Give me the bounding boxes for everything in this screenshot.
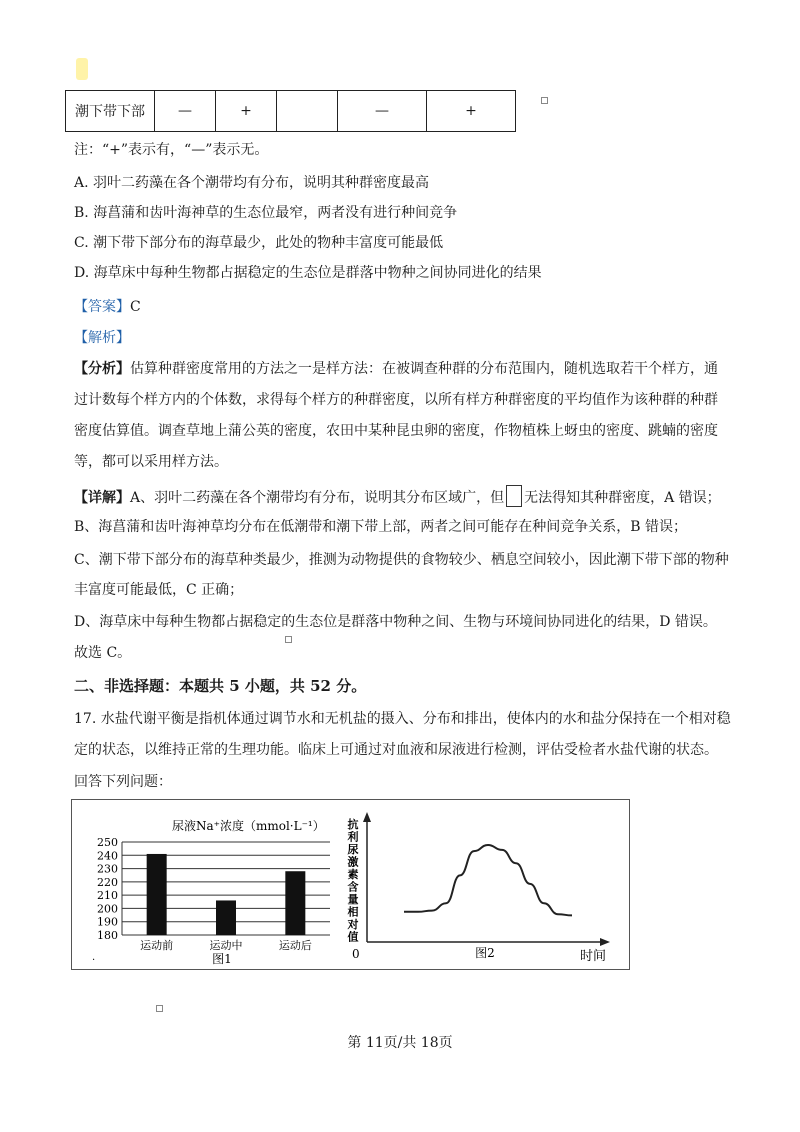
- answer-line: [74, 297, 141, 317]
- anchor-mark: [541, 97, 548, 104]
- chart1-ytick-label: 190: [97, 915, 118, 929]
- section-text: 分。: [331, 677, 367, 695]
- section-text: 小题，共: [239, 677, 311, 695]
- anchor-mark: [156, 1005, 163, 1012]
- detail-text: 无法得知其种群密度，A 错误；: [524, 490, 721, 506]
- detail-line-1: [74, 485, 721, 508]
- blank-box: [506, 485, 522, 507]
- table-note: 注：“+”表示有，“—”表示无。: [74, 142, 269, 158]
- chart1-xtick-label: 运动前: [140, 939, 174, 952]
- answer-value: C: [130, 299, 141, 315]
- table-cell: —: [155, 91, 216, 132]
- chart2-ylabel-char: 利: [347, 830, 359, 844]
- chart2-ylabel-char: 素: [347, 868, 359, 881]
- chart1-ytick-label: 220: [97, 875, 118, 889]
- fenxi-line-3: 密度估算值。调查草地上蒲公英的密度，农田中某种昆虫卵的密度，作物植株上蚜虫的密度、跳蝻的密度: [74, 423, 718, 439]
- chart2-caption: 图2: [475, 946, 495, 960]
- chart2-ylabel-char: 尿: [347, 843, 359, 856]
- option-d: D. 海草床中每种生物都占据稳定的生态位是群落中物种之间协同进化的结果: [74, 265, 542, 281]
- chart1-bar: [285, 871, 305, 935]
- q17-line-2: 定的状态，以维持正常的生理功能。临床上可通过对血液和尿液进行检测，评估受检者水盐代谢的状态。: [74, 742, 718, 758]
- chart1-bar: [147, 854, 167, 935]
- chart2-ylabel-char: 含: [347, 880, 359, 894]
- detail-line-3: C、潮下带下部分布的海草种类最少，推测为动物提供的食物较少、栖息空间较小，因此潮下带下部的物种: [74, 552, 729, 568]
- detail-text: A、羽叶二药藻在各个潮带均有分布，说明其分布区域广，但: [130, 490, 505, 506]
- chart2-ylabel: [347, 817, 359, 944]
- chart1-ytick-label: 210: [97, 889, 118, 903]
- fenxi-line-2: 过计数每个样方内的个体数，求得每个样方的种群密度，以所有样方种群密度的平均值作为该种群的种群: [74, 392, 718, 408]
- chart2-xlabel: 时间: [580, 949, 607, 964]
- answer-tag: 【答案】: [74, 299, 130, 315]
- detail-line-5: D、海草床中每种生物都占据稳定的生态位是群落中物种之间、生物与环境间协同进化的结果，D 错误。: [74, 614, 717, 630]
- chart2-origin: 0: [352, 947, 360, 961]
- chart1-xtick-label: 运动后: [278, 939, 312, 952]
- detail-line-2: B、海菖蒲和齿叶海神草均分布在低潮带和潮下带上部，两者之间可能存在种间竞争关系，B 错误；: [74, 519, 688, 535]
- table-cell: +: [216, 91, 277, 132]
- fenxi-line-4: 等，都可以采用样方法。: [74, 454, 228, 470]
- detail-tag: 【详解】: [74, 490, 130, 506]
- option-b: B. 海菖蒲和齿叶海神草的生态位最窄，两者没有进行种间竞争: [74, 205, 458, 221]
- figure-frame: [71, 799, 630, 970]
- anchor-mark: [285, 636, 292, 643]
- fenxi-tag: 【分析】: [74, 361, 130, 377]
- chart1-title: 尿液Na⁺浓度（mmol·L⁻¹）: [172, 819, 325, 833]
- detail-line-6: 故选 C。: [74, 645, 132, 661]
- fenxi-text: 估算种群密度常用的方法之一是样方法：在被调查种群的分布范围内，随机选取若干个样方，通: [130, 361, 718, 377]
- row-label: 潮下带下部: [66, 91, 155, 132]
- highlight-mark: [76, 58, 88, 80]
- table-cell: +: [427, 91, 516, 132]
- chart1-ytick-label: 180: [97, 929, 118, 942]
- chart1-bar: [216, 900, 236, 935]
- chart2-ylabel-char: 值: [347, 930, 359, 944]
- chart2-series-line: [404, 845, 572, 915]
- section-text: 二、非选择题：本题共: [74, 677, 230, 695]
- dot-mark: .: [92, 952, 96, 963]
- chart2-ylabel-char: 对: [347, 918, 359, 931]
- page-footer: 第 11页/共 18页: [347, 1035, 453, 1051]
- chart1-xtick-label: 运动中: [209, 939, 243, 952]
- detail-line-4: 丰富度可能最低，C 正确；: [74, 582, 244, 598]
- chart2-ylabel-char: 相: [347, 905, 359, 919]
- option-c: C. 潮下带下部分布的海草最少，此处的物种丰富度可能最低: [74, 235, 444, 251]
- table-cell: —: [338, 91, 427, 132]
- q17-line-3: 回答下列问题：: [74, 774, 172, 790]
- chart2-ylabel-char: 量: [347, 893, 359, 906]
- chart1-ytick-label: 250: [97, 836, 118, 849]
- chart1-ytick-label: 200: [97, 902, 118, 916]
- q17-line-1: 17. 水盐代谢平衡是指机体通过调节水和无机盐的摄入、分布和排出，使体内的水和盐分保持在一个相对稳: [74, 711, 731, 727]
- chart1-ytick-label: 240: [97, 849, 118, 863]
- chart1-caption: 图1: [212, 952, 232, 966]
- analysis-tag: 【解析】: [74, 330, 130, 346]
- section-score: 52: [310, 677, 331, 695]
- chart2-ylabel-char: 抗: [347, 818, 359, 831]
- chart2-ylabel-char: 激: [347, 855, 359, 869]
- tidal-zone-table: [65, 90, 516, 132]
- chart2-x-arrow: [600, 938, 610, 946]
- section-heading: [74, 676, 366, 696]
- figures-svg: [72, 800, 629, 969]
- option-a: A. 羽叶二药藻在各个潮带均有分布，说明其种群密度最高: [74, 175, 430, 191]
- section-num: 5: [229, 677, 240, 695]
- chart1-ytick-label: 230: [97, 862, 118, 876]
- chart2-y-arrow: [363, 812, 371, 822]
- table-row: [66, 91, 516, 132]
- table-cell: [277, 91, 338, 132]
- fenxi-line-1: [74, 359, 718, 379]
